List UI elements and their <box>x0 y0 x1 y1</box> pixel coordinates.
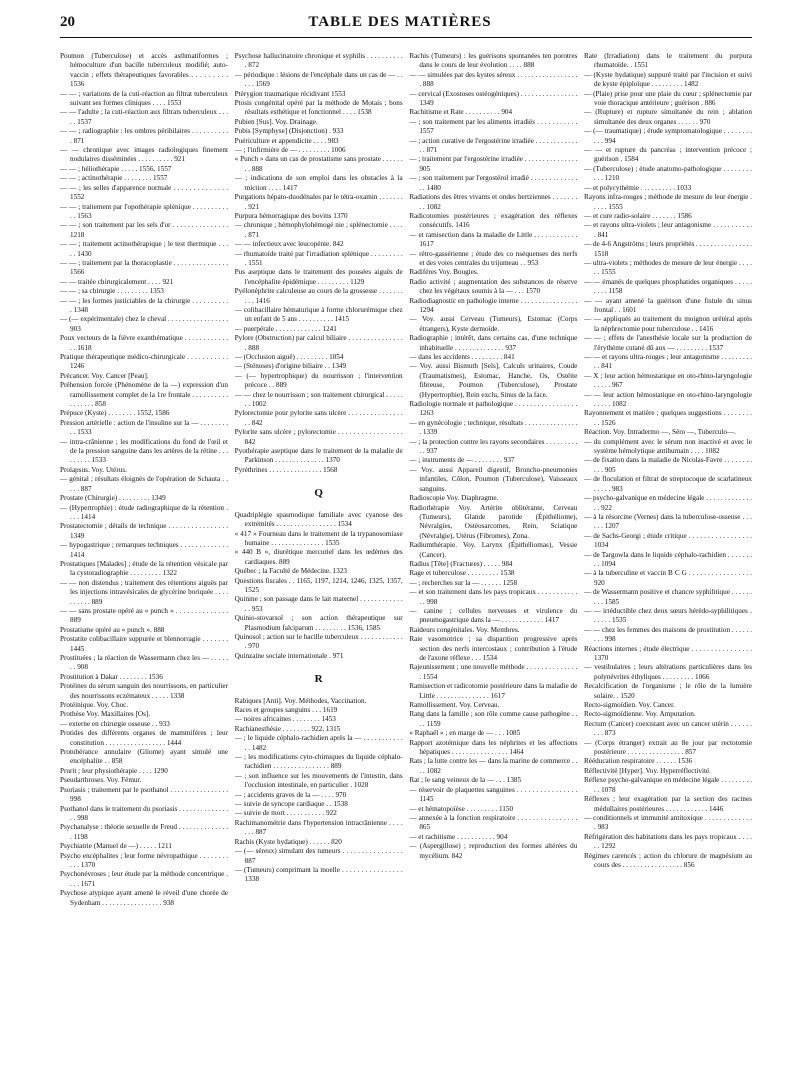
index-entry: — et cure radio-solaire . . . . . . . 1586 <box>583 211 692 220</box>
index-entry: Pubis [Symphyse] (Disjonction) . 933 <box>234 127 344 136</box>
index-entry: — — chez le nourrisson ; son traitement chirurgical . . . . . . . 1002 <box>234 390 403 409</box>
index-entry: Réaction. Voy. Intradermo —, Séro —, Tuberculo—. <box>583 428 736 437</box>
index-entry: Prostituées ; la réaction de Wassermann chez les — . . . . . . . 908 <box>60 654 228 672</box>
index-entry: Protéines du sérum sanguin des nourrissons, en particulier des nourrissons eczémateux . . . . . 1338 <box>60 682 228 700</box>
index-entry: Protéinique. Voy. Choc. <box>60 701 129 710</box>
index-entry: — (Tumeurs) comprimant la moelle . . . . . . . . . . . . . . . . 1338 <box>234 865 403 884</box>
index-entry: « Punch » dans un cas de prostatisme sans prostate . . . . . . . . 888 <box>234 155 403 173</box>
index-entry: — — ; son traitement par les sels d'or . . . . . . . . . . . . . . . 1218 <box>60 221 228 239</box>
index-entry: Rate (Irradiation) dans le traitement du purpura rhumatoïde. . 1551 <box>583 52 752 70</box>
index-entry: Psychose hallucinatoire chronique et syphilis . . . . . . . . . . . 872 <box>234 52 403 70</box>
index-entry: — réservoir de plaquettes sanguines . . . . . . . . . . . . . . . . 1145 <box>409 785 578 804</box>
index-entry: — — sans prostate opéré au « punch » . . . . . . . . . . . . . . 889 <box>60 606 228 625</box>
index-entry: Radioscopie Voy. Diaphragme. <box>409 494 499 503</box>
index-entry: Raie vasomotrice ; sa disparition progressive après section des nerfs intercostaux ; contribution à l'étude de l'axone réflexe . . . 1534 <box>409 635 578 662</box>
index-entry: — puerpérale . . . . . . . . . . . . . 1241 <box>234 324 337 333</box>
index-entry: — (— traumatique) ; étude symptomatologique . . . . . . . . . . . 994 <box>583 127 752 145</box>
index-entry: « Raphaël » ; en marge de — . . . 1085 <box>409 729 521 738</box>
index-entry: — rétro-gassérienne ; étude des co nséquenses des nerfs et des voies centrales du trijumeau . . 953 <box>409 249 578 267</box>
index-entry: — — non distendus ; traitement des rétentions aiguës par les injections intravésicales de glycérine boriquée . . . . . . . . . . 889 <box>60 578 228 606</box>
index-entry: Prostitution à Dakar . . . . . . . . 1536 <box>60 672 163 681</box>
index-column-3 <box>409 52 577 1076</box>
index-entry: Protubérance annulaire (Gliome) ayant simulé une encéphalite . . 858 <box>60 748 228 766</box>
index-entry: Réflexes ; leur exagération par la section des racines médullaires postérieures . . . . . . . . . . . . 1446 <box>583 795 752 813</box>
index-entry: — — leur action hémostatique en oto-rhino-laryngologie . . . . . 1082 <box>583 390 752 409</box>
index-entry: — (— hypertrophique) du nourrisson ; l'intervention précoce . . 889 <box>234 371 403 390</box>
index-entry: Radiumthérapie. Voy. Larynx (Épithéliomas), Vessie (Cancer). <box>409 541 578 559</box>
index-entry: — — émanés de quelques phosphatides organiques . . . . . . . . . 1158 <box>583 277 752 296</box>
index-entry: Questions fiscales . . 1165, 1197, 1214, 1246, 1325, 1357, 1525 <box>234 576 403 594</box>
index-entry: Rage et tuberculose . . . . . . . . . 1538 <box>409 569 515 578</box>
index-entry: — et polycythémie . . . . . . . . . . 1033 <box>583 183 692 192</box>
index-entry: — de floculation et filtrat de streptocoque de scarlatineux . . . . . 983 <box>583 475 752 493</box>
index-entry: Puériculture et appendicite . . . . 983 <box>234 136 339 145</box>
index-entry: — externe en chirurgie osseuse . . 933 <box>60 719 170 728</box>
index-entry: — ; son influence sur les mouvements de l'intestin, dans l'occlusion intestinale, en particulier . 1028 <box>234 771 403 790</box>
index-entry: — ; accidents graves de la — . . . . 970 <box>234 790 347 799</box>
index-entry: — psycho-galvanique en médecine légale . . . . . . . . . . . . . . . 922 <box>583 494 752 512</box>
index-entry: — Voy. aussi Appareil digestif, Broncho-pneumonies infantiles, Côlon, Poumon (Tuberculose), Vaisseaux sanguins. <box>409 465 578 493</box>
index-entry: — X ; leur action hémostatique en oto-rhino-laryngologie . . . . . 967 <box>583 371 752 390</box>
index-entry: Pyréthrines . . . . . . . . . . . . . . . 1568 <box>234 465 338 474</box>
index-entry: Quinio-stovarsol ; son action thérapeutique sur Plasmodium falciparum . . . . . . . . . 1536, 1585 <box>234 614 403 632</box>
index-entry: Radiographie ; intérêt, dans certains cas, d'une technique inhabituelle . . . . . . . . . . . . . . 937 <box>409 334 578 352</box>
index-entry: — — appliqués au traitement du moignon urétéral après la néphrectomie pour tuberculose . . 1416 <box>583 315 752 333</box>
index-entry: « 417 » Fourneau dans le traitement de la trypanosomiase humaine . . . . . . . . . . . . . . . 1535 <box>234 529 403 547</box>
index-entry: — — ayant amené la guérison d'une fistule du sinus frontal . . 1601 <box>583 296 752 314</box>
index-entry: Poux vecteurs de la fièvre exanthématique . . . . . . . . . . . . . . 1618 <box>60 334 228 352</box>
index-entry: Pseudarthroses. Voy. Fémur. <box>60 776 142 785</box>
index-entry: — suivie de mort . . . . . . . . . . . 922 <box>234 809 337 818</box>
index-entry: — annexée à la fonction respiratoire . . . . . . . . . . . . . . . . 865 <box>409 813 578 832</box>
index-entry: — ; traitement par l'ergostérine irradiée . . . . . . . . . . . . . . . 905 <box>409 155 578 173</box>
index-entry: — à la tuberculine et vaccin B C G . . . . . . . . . . . . . . . . . 920 <box>583 569 752 587</box>
page-number: 20 <box>60 14 75 30</box>
index-entry: Protides des différents organes de mammifères ; leur constitution . . . . . . . . . . . . . . . . . 1444 <box>60 729 228 747</box>
index-entry: Rabiques [Anti]. Voy. Méthodes, Vaccination. <box>234 696 367 705</box>
index-entry: Réfrigération des habitations dans les pays tropicaux . . . . . . 1292 <box>583 832 752 851</box>
index-entry: — dans les accidents . . . . . . . . . 841 <box>409 353 515 361</box>
index-entry: Races et groupes sanguins . . . 1619 <box>234 706 338 714</box>
index-entry: — hypogastrique ; remarques techniques . . . . . . . . . . . . . 1414 <box>60 541 228 559</box>
index-entry: — — chronique avec images radiologiques finement nodulaires disséminées . . . . . . . . . . 921 <box>60 146 228 164</box>
index-entry: Quinzaine sociale internationale . 971 <box>234 651 344 660</box>
index-column-1 <box>60 52 228 1076</box>
index-entry: Rat ; le sang veineux de la — . . . 1385 <box>409 776 522 785</box>
index-entry: — ; indications de son emploi dans les obstacles à la miction . . . . 1417 <box>234 174 403 192</box>
index-entry: Psychonévroses ; leur étude par la méthode concentrique . . . . 1671 <box>60 870 228 888</box>
index-entry: — noires africaines . . . . . . . . 1453 <box>234 715 336 724</box>
index-entry: — — simulées par des kystes séreux . . . . . . . . . . . . . . . . . . 888 <box>409 70 578 89</box>
index-entry: Prostatisme opéré au « punch ». 888 <box>60 625 165 634</box>
section-letter: Q <box>314 487 323 500</box>
index-entry: Psychiatrie (Manuel de —) . . . . . 1211 <box>60 842 172 851</box>
index-entry: Pyothérapie aseptique dans le traitement de la maladie de Parkinson . . . . . . . . . . . . . . 1370 <box>234 447 403 465</box>
index-entry: Prostatectomie ; détails de technique . . . . . . . . . . . . . . . . 1349 <box>60 522 228 540</box>
index-entry: Radiothérapie Voy. Artérite oblitérante, Cerveau (Tumeurs), Glande parotide (Épithéliome), Névralgies, Ostéosarcomes, Rein, Sciatique (Névralgie), Utérus (Fibromes), Zona. <box>409 503 578 540</box>
index-entry: — — traitée chirurgicalement . . . . 921 <box>60 277 174 286</box>
index-entry: — et ramisection dans la maladie de Little . . . . . . . . . . . . 1617 <box>409 230 578 249</box>
header-rule <box>60 37 752 38</box>
index-entry: Rajeunissement ; une nouvelle méthode . . . . . . . . . . . . . . . 1554 <box>409 663 578 681</box>
index-entry: — de Targowla dans le liquide céphalo-rachidien . . . . . . . . . 1094 <box>583 550 752 568</box>
index-entry: — — ; sa chirurgie . . . . . . . . . 1353 <box>60 287 164 296</box>
index-entry: — et hématopoïèse . . . . . . . . . 1150 <box>409 804 514 813</box>
index-entry: — colibacillaire hématurique à forme chlorurémique chez un enfant de 5 ans . . . . . . . . . . 1415 <box>234 305 403 324</box>
index-entry: Prothèse Voy. Maxillaires [Os]. <box>60 710 151 719</box>
index-entry: Quinine ; son passage dans le lait maternel . . . . . . . . . . . . . . 953 <box>234 595 403 613</box>
index-entry: Purpura hémorragique des bovins 1370 <box>234 211 348 220</box>
index-entry: — (Corps étranger) extrait au 8e jour par rectotomie postérieure . . . . . . . . . . . . . . . . 857 <box>583 738 752 757</box>
index-entry: — — ; variations de la cuti-réaction au filtrat tuberculeux suivant ses formes cliniques . . . . 1553 <box>60 89 228 108</box>
index-entry: Psychose atypique ayant amené le réveil d'une chorée de Sydenham . . . . . . . . . . . . . . . . . 938 <box>60 889 228 907</box>
index-entry: Recto-sigmoïdien. Voy. Cancer. <box>583 701 675 710</box>
index-entry: Rectum (Cancer) coexistant avec un cancer utérin . . . . . . . . . 873 <box>583 719 752 738</box>
index-entry: — (Hypertrophie) : étude radiographique de la rétention . . . . 1414 <box>60 503 228 521</box>
index-entry: — — ; effets de l'anesthésie locale sur la production de l'érythème cutané dû aux — . . . . . . . . . 1537 <box>583 334 752 352</box>
index-entry: Radiféres Voy. Bougies. <box>409 268 479 277</box>
index-entry: — ; la protection contre les rayons secondaires . . . . . . . . . . . 937 <box>409 437 578 456</box>
index-entry: Réflectivité [Hyper]. Voy. Hyperréflectivité. <box>583 766 711 775</box>
index-entry: Pubien [Sus]. Voy. Drainage. <box>234 117 318 126</box>
index-entry: Radiologie normale et pathologique . . . . . . . . . . . . . . . . . 1263 <box>409 400 578 418</box>
index-entry: — et son traitement dans les pays tropicaux . . . . . . . . . . . . . 998 <box>409 588 578 606</box>
index-entry: — (— séreux) simulant des tumeurs . . . . . . . . . . . . . . . . 887 <box>234 847 403 865</box>
index-entry: Régimes carencés ; action du chlorure de magnésium au cours des . . . . . . . . . . . . . . . . . 856 <box>583 851 752 869</box>
index-entry: Quadriplégie spasmodique familiale avec cyanose des extrémités . . . . . . . . . . . . . . . . . 1534 <box>234 510 403 529</box>
index-entry: Rachianesthésie . . . . . . . . 922, 1315 <box>234 724 341 733</box>
index-entry: — du complément avec le sérum non inactivé et avec le système hémolytique antihumain . . . . 1082 <box>583 437 752 456</box>
index-entry: Prostatiques [Malades] ; étude de la rétention vésicale par la cystoradiographie . . . . . . . . . 1322 <box>60 559 228 578</box>
index-entry: — — et rupture du pancréas ; intervention précoce ; guérison . 1584 <box>583 146 752 164</box>
index-entry: — intra-crânienne ; les modifications du fond de l'œil et de la pression sanguine dans les artères de la rétine . . . . . . . . . 1533 <box>60 437 228 465</box>
index-entry: « 440 B », diurétique mercuriel dans les œdèmes des cardiaques. 889 <box>234 548 403 566</box>
index-entry: Rayons infra-rouges ; méthode de mesure de leur énergie . . . . . 1555 <box>583 193 752 211</box>
index-entry: — (Plaie) prise pour une plaie du cœur ; splénectomie par voie thoracique antérieure ; guérison . 886 <box>583 89 752 108</box>
index-entry: Pylore (Obstruction) par calcul biliaire . . . . . . . . . . . . . . . . 888 <box>234 334 403 352</box>
index-entry: Raideurs congénitales. Voy. Membres. <box>409 625 520 634</box>
index-entry: Radiations des êtres vivants et ondes hertziennes . . . . . . . . . 1082 <box>409 193 578 211</box>
index-entry: — — ; les formes justiciables de la chirurgie . . . . . . . . . . . 1348 <box>60 296 228 314</box>
index-entry: Québec ; la Faculté de Médecine. 1323 <box>234 567 348 576</box>
index-entry: — — chez les femmes des maisons de prostitution . . . . . . . . . 998 <box>583 625 752 644</box>
index-entry: Psychanalyse : théorie sexuelle de Freud . . . . . . . . . . . . . . . 1198 <box>60 823 228 841</box>
index-entry: — chronique ; hémophylohémogé nie ; splénectomie . . . . . 871 <box>234 221 403 239</box>
index-entry: — (Aspergillose) ; reproduction des formes altérées du mycélium. 842 <box>409 842 578 860</box>
index-entry: — (Tuberculose) ; étude anatomo-pathologique . . . . . . . . . . . 1210 <box>583 164 752 183</box>
index-entry: — — ; traitement par l'opothérapie splénique . . . . . . . . . . . . 1563 <box>60 202 228 220</box>
index-entry: — à la résorcine (Vernes) dans la tuberculose-osseuse . . . . . . 1207 <box>583 512 752 531</box>
index-entry: Radio activité ; augmentation des substances de réserve chez les végétaux soumis à la — . . . 1570 <box>409 277 578 296</box>
index-entry: Prostatite colibacillaire suppurée et blennorragie . . . . . . . 1445 <box>60 635 228 653</box>
index-entry: — ultra-violets ; méthodes de mesure de leur énergie . . . . . . 1555 <box>583 258 752 277</box>
index-entry: — — ; les selles d'apparence normale . . . . . . . . . . . . . . 1552 <box>60 183 228 202</box>
index-entry: — — ; radiographie : les ombres périhilaires . . . . . . . . . . . 871 <box>60 127 228 145</box>
index-entry: Recto-sigmoïdienne. Voy. Amputation. <box>583 710 696 719</box>
index-entry: Pression artérielle : action de l'insuline sur la — . . . . . . . . . . 1533 <box>60 418 228 437</box>
index-entry: Pylorectomie pour pylorite sans ulcère . . . . . . . . . . . . . . . . . 842 <box>234 409 403 427</box>
index-entry: Recalcification de l'organisme ; le rôle de la lumière solaire. . 1520 <box>583 682 752 700</box>
index-entry: Ramisection et radicotomie postérieure dans la maladie de Little . . . . . . . . . . . . . . . 1617 <box>409 682 578 700</box>
index-entry: Pylorite sans ulcère ; pylorectomie . . . . . . . . . . . . . . . . . 842 <box>234 428 403 446</box>
index-entry: Quinosol ; action sur le bacille tuberculeux . . . . . . . . . . . . . 970 <box>234 632 403 651</box>
index-entry: Rééducation respiratoire . . . . . . 1536 <box>583 757 693 766</box>
index-entry: Rats ; la lutte contre les — dans la marine de commerce . . . . 1082 <box>409 757 578 775</box>
index-entry: Préhension forcée (Phénomène de la —) expression d'un ramollissement complet de la 1re frontale . . . . . . . . . . . . . . . . . 858 <box>60 381 228 409</box>
index-entry: Pus aseptique dans le traitement des pousées aiguës de l'encéphalite épidémique . . . . . . . . . 1129 <box>234 268 403 286</box>
index-entry: Ramollissement. Voy. Cerveau. <box>409 701 500 710</box>
index-entry: Ptosis congénital opéré par la méthode de Motais ; bons résultats esthétique et fonctionnel . . . . 1538 <box>234 99 403 117</box>
index-entry: — — irréductible chez deux sœurs hérédo-syphilitiques . . . . . . 1535 <box>583 606 752 625</box>
index-entry: — ; son traitement par l'ergostérol irradié . . . . . . . . . . . . . . . 1480 <box>409 174 578 192</box>
index-entry: Radiodiagnostic en pathologie interne . . . . . . . . . . . . . . . . 1294 <box>409 296 578 314</box>
page-title: TABLE DES MATIÈRES <box>308 14 492 30</box>
index-entry: Psycho encéphalites ; leur forme névropathique . . . . . . . . . . . 1370 <box>60 851 228 869</box>
index-entry: — ; l'infirmière de — . . . . . . . . . 1006 <box>234 146 346 155</box>
index-entry: — — ; héliothérapie . . . . . 1556, 1557 <box>60 164 172 173</box>
index-column-2 <box>235 52 403 1076</box>
index-entry: — ; recherches sur la — . . . . . . 1258 <box>409 578 518 587</box>
index-entry: — (Kyste hydatique) suppuré traité par l'incision et suivi de kyste épiploïque . . . . . . . . . 1482 <box>583 70 752 89</box>
index-entry: Prurit ; leur physiothérapie . . . . 1290 <box>60 766 168 775</box>
index-entry: Ptérygion traumatique récidivant 1553 <box>234 89 346 98</box>
index-columns <box>60 52 752 1076</box>
index-entry: — de Wassermann positive et chancre syphilitique . . . . . . . . . 1585 <box>583 588 752 606</box>
index-entry: Psoriasis ; traitement par le psothanol . . . . . . . . . . . . . . . . 998 <box>60 785 228 804</box>
index-entry: — Voy. aussi Cerveau (Tumeurs), Estomac (Corps étrangers), Kyste dermoïde. <box>409 315 578 333</box>
index-entry: — — et rayons ultra-rouges ; leur antagonisme . . . . . . . . . . . 841 <box>583 353 752 371</box>
index-entry: Prolapsus. Voy. Utérus. <box>60 465 127 474</box>
index-entry: Rapport azotémique dans les néphrites et les affections hépatiques . . . . . . . . . . . . . . . . 1464 <box>409 738 578 757</box>
index-entry: — (— expérimentale) chez le cheval . . . . . . . . . . . . . . . . . 903 <box>60 315 228 333</box>
index-entry: — ; son traitement par les aliments irradiés . . . . . . . . . . . 1557 <box>409 117 578 136</box>
index-entry: — suivie de syncope cardiaque . . 1538 <box>234 800 348 809</box>
section-letter: R <box>314 673 323 686</box>
index-entry: Pratique thérapeutique médico-chirurgicale . . . . . . . . . . . 1246 <box>60 353 228 371</box>
index-entry: — et rayons ultra-violets ; leur antagonisme . . . . . . . . . . . . 841 <box>583 221 752 239</box>
index-entry: Rayonnement et matière ; quelques suggestions . . . . . . . . . . 1526 <box>583 409 752 427</box>
index-entry: — — l'adulte ; la cuti-réaction aux filtrats tuberculeux . . . . . 1537 <box>60 108 228 126</box>
index-entry: — génital ; résultats éloignés de l'opération de Schauta . . . . . 887 <box>60 475 228 493</box>
index-entry: — vestibulaires ; leurs altérations particulières dans les polynévrites éthyliques . . . . . . . . . 1066 <box>583 663 752 681</box>
index-entry: — ; les modifications cyto-chimiques du liquide céphalo-rachidien . . . . . . . . . . . . . . . . 889 <box>234 753 403 771</box>
index-entry: Radicotomies postérieures ; exagération des réflexes consécutifs. 1416 <box>409 211 578 230</box>
index-entry: Prépuce (Kyste) . . . . . . . . 1552, 1586 <box>60 409 170 418</box>
index-entry: — — ; traitement par la thoracoplastie . . . . . . . . . . . . . . . 1566 <box>60 258 228 277</box>
index-entry: — (Occlusion aiguë) . . . . . . . . . 1054 <box>234 353 344 361</box>
index-entry: — ; action curative de l'ergostérine irradiée . . . . . . . . . . . . . . 871 <box>409 136 578 155</box>
index-entry: — conditionnels et immunité antitoxique . . . . . . . . . . . . . . 983 <box>583 813 752 832</box>
index-entry: Rachis (Kyste hydatique) . . . . . . 820 <box>234 837 342 846</box>
index-entry: — en gynécologie ; technique, résultats . . . . . . . . . . . . . . . . 1339 <box>409 418 578 437</box>
index-entry: — de fixation dans la maladie de Nicolas-Favre . . . . . . . . . . . 905 <box>583 456 752 474</box>
index-entry: Rachimanométrie dans l'hypertension intracrânienne . . . . . . . 887 <box>234 818 403 837</box>
index-entry: — périodique : lésions de l'encéphale dans un cas de — . . . . . 1569 <box>234 70 403 89</box>
index-entry: — — ; actinothérapie . . . . . . . . 1557 <box>60 174 168 183</box>
index-entry: Rang dans la famille ; son rôle comme cause pathogène . . . . 1159 <box>409 710 578 728</box>
index-entry: — (Rupture) et rupture simultanée du rein ; ablation simultanée des deux organes . . . . . . 970 <box>583 108 752 126</box>
index-entry: — rhumatoïde traité par l'irradiation splénique . . . . . . . . . . 1551 <box>234 249 403 267</box>
index-entry: — de Sachs-Georgi ; étude critique . . . . . . . . . . . . . . . . . 1034 <box>583 531 752 550</box>
index-entry: Rachis (Tumeurs) : les guérisons spontanées ten porotres dans le cours de leur évolution . . . . 888 <box>409 52 578 70</box>
index-entry: — de 4-6 Angströms ; leurs propriétés . . . . . . . . . . . . . . . . 1518 <box>583 240 752 258</box>
index-entry: Précancer. Voy. Cancer [Peau]. <box>60 371 149 380</box>
index-entry: — et rachitisme . . . . . . . . . . . 904 <box>409 832 508 841</box>
index-entry: Purgations hépato-duodénales par le tétra-oxamin . . . . . . . . 921 <box>234 193 403 211</box>
index-entry: — ; instruments de — . . . . . . . . 937 <box>409 456 515 465</box>
index-entry: — (Sténoses) d'origine biliaire . . 1349 <box>234 362 347 371</box>
index-entry: Rachitisme et Rate . . . . . . . . . . 904 <box>409 108 513 117</box>
index-entry: — ; le liquide céphalo-rachidien après la — . . . . . . . . . . . . . 1482 <box>234 734 403 752</box>
index-entry: — canine ; cellules nerveuses et virulence du pneumogastrique dans la — . . . . . . . . . . . . 1417 <box>409 606 578 625</box>
index-entry: Réflexe psycho-galvanique en médecine légale . . . . . . . . . . . 1078 <box>583 776 752 794</box>
index-entry: Prostate (Chirurgie) . . . . . . . . . 1349 <box>60 494 166 503</box>
index-column-4 <box>584 52 752 1076</box>
index-entry: — — ; traitement actinothérapique ; le test thermique . . . . . 1430 <box>60 240 228 258</box>
index-entry: — cervical (Exostoses ostéogéniques) . . . . . . . . . . . . . . . . 1349 <box>409 89 578 108</box>
index-entry: Pyélonéphrite calculeuse au cours de la grossesse . . . . . . . . . . 1416 <box>234 287 403 305</box>
index-entry: Poumon (Tuberculose) et accès asthmatiformes ; hémoculture d'un bacille tuberculeux modifié; auto-vaccin ; effets thérapeutiques favorables . . . . . . . . . 1536 <box>60 52 228 89</box>
index-entry: Radius [Tête] (Fractures) . . . . . 984 <box>409 559 513 568</box>
index-entry: Psothanol dans le traitement du psoriasis . . . . . . . . . . . . . . . . 998 <box>60 804 228 822</box>
index-entry: — Voy. aussi Bismuth [Sels], Calculs urinaires, Coude (Traumatismes), Estomac, Hanche, Os, Ostéite fibreuse, Poumon (Tuberculose), Prostate (Hypertrophie), Rein exclu, Sinus de la face. <box>409 362 578 399</box>
index-entry: Réactions internes ; étude électrique . . . . . . . . . . . . . . . . 1370 <box>583 644 752 662</box>
index-entry: — — infectieux avec leucopénie. 842 <box>234 240 344 249</box>
